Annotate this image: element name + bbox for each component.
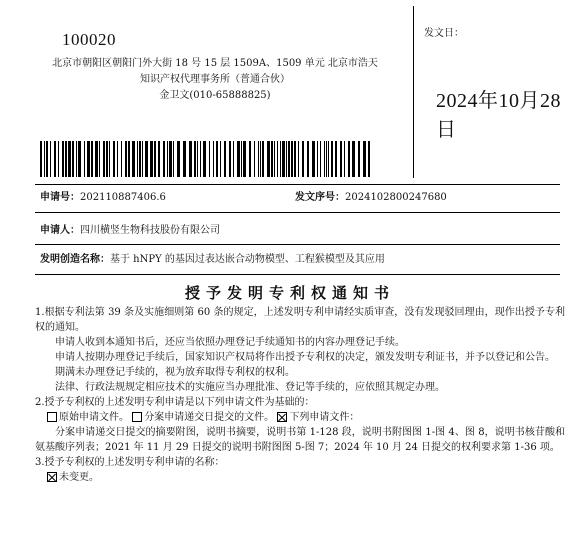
serial-number-label: 发文序号： (295, 192, 345, 203)
invention-title: 基于 hNPY 的基因过表达嵌合动物模型、工程猴模型及其应用 (110, 254, 385, 265)
divisional-documents-label: 分案申请递交日提交的文件。 (144, 412, 275, 423)
application-number-label: 申请号： (40, 192, 80, 203)
original-documents-label: 原始申请文件。 (59, 412, 129, 423)
following-documents-checkbox (277, 412, 287, 422)
paragraph-5: 法律、行政法规规定相应技术的实施应当办理批准、登记等手续的，应依照其规定办理。 (55, 382, 445, 393)
header-divider (413, 6, 414, 178)
barcode-bar (368, 141, 370, 177)
serial-number: 2024102800247680 (345, 192, 447, 203)
agent-address-line1: 北京市朝阳区朝阳门外大街 18 号 15 层 1509A、1509 单元 北京市浩天 (52, 58, 378, 69)
serial-number-row (295, 191, 447, 205)
application-number: 202110887406.6 (80, 192, 166, 203)
paragraph-1: 1.根据专利法第 39 条及实施细则第 60 条的规定，上述发明专利申请经实质审查，没有发现驳回理由，现作出授予专利权的通知。 (35, 307, 565, 333)
paragraph-2: 申请人收到本通知书后，还应当依照办理登记手续通知书的内容办理登记手续。 (55, 337, 405, 348)
unchanged-label: 未变更。 (59, 472, 99, 483)
paragraph-6: 2.授予专利权的上述发明专利申请是以下列申请文件为基础的： (35, 397, 315, 408)
notice-title: 授予发明专利权通知书 (184, 284, 395, 302)
paragraph-4: 期满未办理登记手续的，视为放弃取得专利权的权利。 (55, 367, 295, 378)
agent-address-line2: 知识产权代理事务所（普通合伙） (140, 74, 290, 85)
barcode (40, 141, 373, 177)
applicant-row (40, 224, 220, 238)
divisional-documents-checkbox (132, 412, 142, 422)
following-documents-label: 下列申请文件： (289, 412, 360, 423)
divider-line (35, 184, 560, 185)
applicant-label: 申请人： (40, 225, 80, 236)
agent-contact: 金卫文(010-65888825) (159, 90, 271, 101)
notice-body (35, 305, 565, 485)
send-date-label: 发文日： (424, 28, 464, 39)
divider-line (35, 212, 560, 213)
paragraph-7: 分案申请递交日提交的摘要附图，说明书摘要，说明书第 1-128 段，说明书附图图 1-图 4、图 8，说明书核苷酸和氨基酸序列表；2021 年 11 月 29 日提交的说明书附图图 5-图 7；2024 年 10 月 24 日提交的权利要求第 1-36 项。 (35, 427, 565, 453)
paragraph-3: 申请人按期办理登记手续后，国家知识产权局将作出授予专利权的决定，颁发发明专利证书，并予以登记和公告。 (55, 352, 555, 363)
name-options (35, 470, 565, 485)
unchanged-checkbox (47, 472, 57, 482)
applicant-name: 四川横竖生物科技股份有限公司 (80, 225, 220, 236)
divider-line (35, 274, 560, 275)
divider-line (35, 244, 560, 245)
postal-code: 100020 (62, 30, 116, 49)
basis-options (35, 410, 565, 425)
invention-title-row (40, 253, 385, 267)
paragraph-8: 3.授予专利权的上述发明专利申请的名称： (35, 457, 225, 468)
original-documents-checkbox (47, 412, 57, 422)
application-number-row (40, 191, 166, 205)
send-date: 2024年10月28日 (436, 90, 561, 141)
invention-title-label: 发明创造名称： (40, 254, 110, 265)
